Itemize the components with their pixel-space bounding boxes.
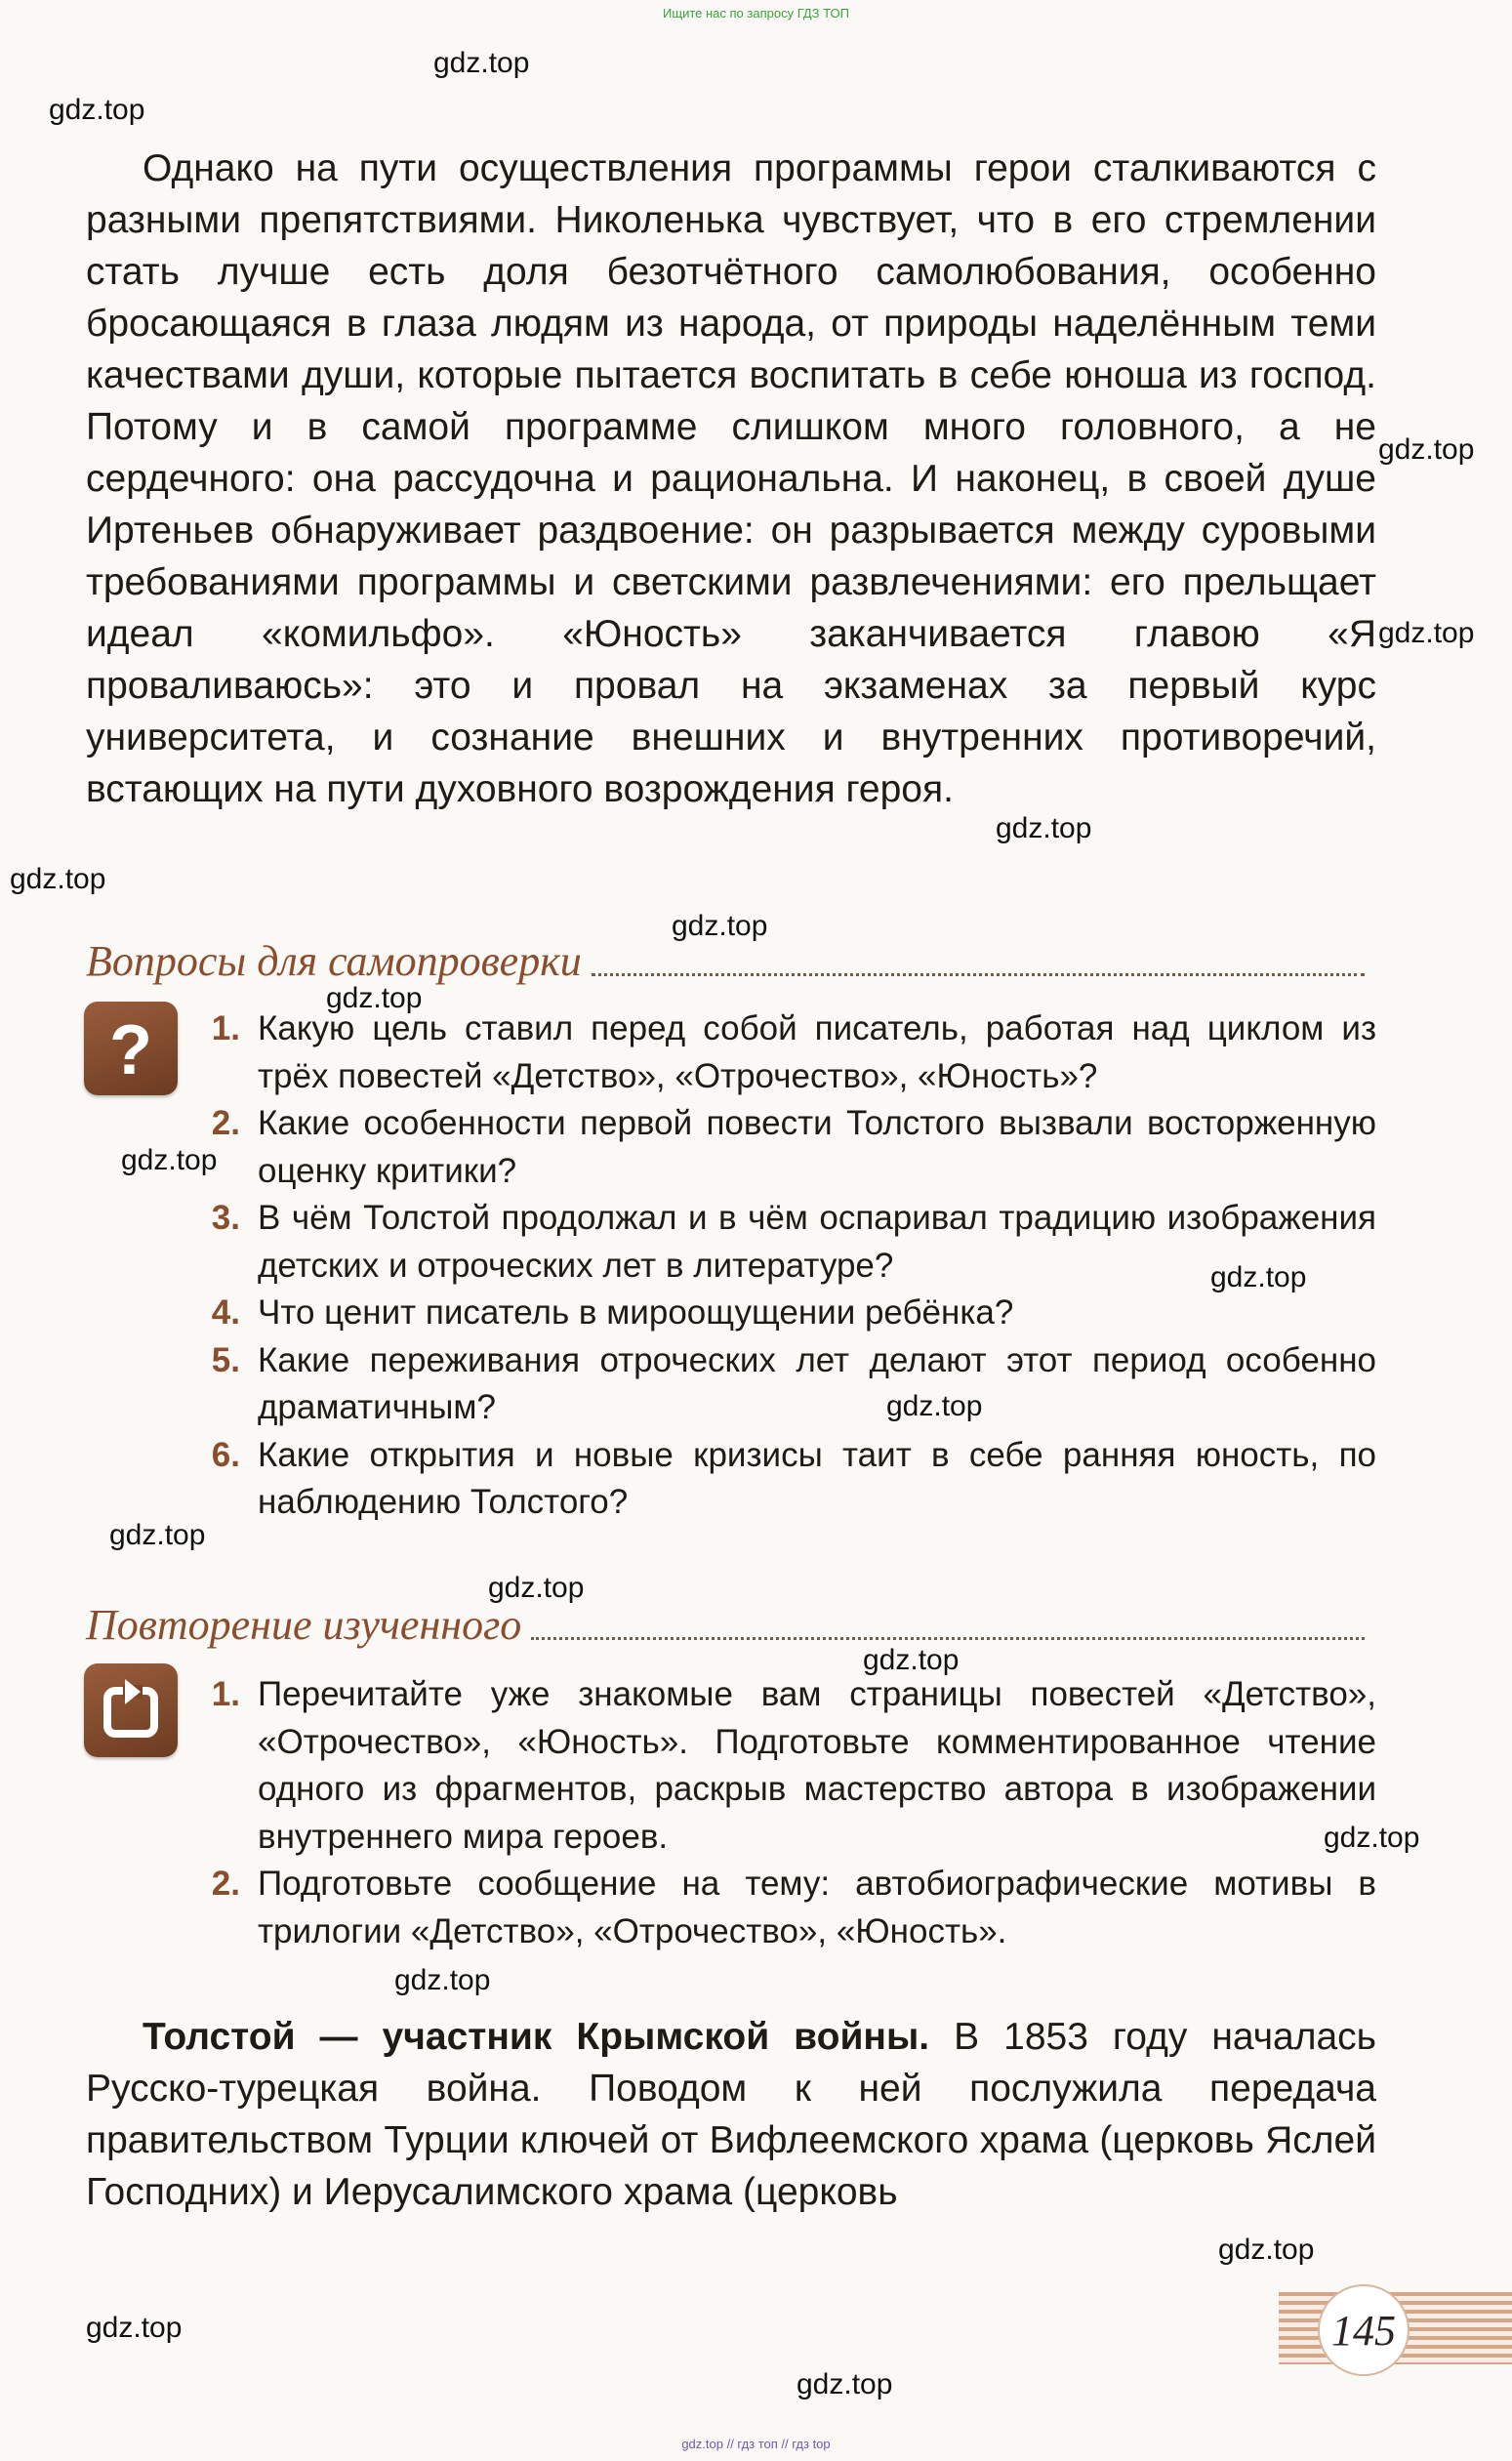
watermark: gdz.top [1218,2234,1315,2266]
review-tasks [195,1671,1376,1955]
page-number: 145 [1331,2306,1396,2355]
list-item [195,1100,1376,1195]
watermark: gdz.top [433,47,530,79]
review-heading [86,1591,1365,1650]
watermark: gdz.top [1324,1822,1420,1854]
review-title: Повторение изученного [86,1601,522,1649]
watermark: gdz.top [49,94,145,126]
crimean-war-paragraph [86,2011,1376,2218]
item-number: 5. [211,1340,240,1379]
item-number: 1. [211,1009,240,1047]
list-item [195,1861,1376,1955]
watermark: gdz.top [10,863,106,895]
item-number: 4. [211,1293,240,1332]
top-note: Ищите нас по запросу ГДЗ ТОП [663,6,849,21]
svg-text:?: ? [109,1011,152,1089]
item-number: 3. [211,1199,240,1237]
question-mark-icon [84,1002,178,1095]
list-item [195,1337,1376,1432]
list-item [195,1290,1376,1337]
repeat-arrows-icon [84,1663,178,1757]
item-number: 1. [211,1675,240,1713]
item-number: 2. [211,1104,240,1142]
list-item [195,1671,1376,1861]
dotted-rule [531,1637,1365,1640]
self-check-questions [195,1005,1376,1527]
item-number: 2. [211,1865,240,1903]
self-check-heading [86,927,1365,986]
watermark: gdz.top [672,910,768,942]
watermark: gdz.top [996,812,1092,844]
item-text: Какую цель ставил перед собой писатель, работая над циклом из трёх повестей «Детство», «Отрочество», «Юность»? [258,1009,1376,1095]
watermark: gdz.top [488,1572,585,1604]
bottom-note: gdz.top // гдз топ // гдз top [681,2437,831,2451]
watermark: gdz.top [886,1390,983,1422]
paragraph-heading: Толстой — участник Крымской войны. [143,2016,930,2058]
item-text: Подготовьте сообщение на тему: автобиографические мотивы в трилогии «Детство», «Отрочество», «Юность». [258,1865,1376,1950]
watermark: gdz.top [109,1519,206,1551]
watermark: gdz.top [86,2312,183,2344]
dotted-rule [592,973,1365,976]
watermark: gdz.top [1210,1261,1307,1293]
watermark: gdz.top [326,982,423,1014]
item-text: Что ценит писатель в мироощущении ребёнка? [258,1293,1014,1332]
page-number-badge [1318,2284,1410,2376]
watermark: gdz.top [121,1144,218,1176]
list-item [195,1432,1376,1527]
list-item [195,1195,1376,1290]
intro-paragraph [86,143,1376,815]
item-text: В чём Толстой продолжал и в чём оспаривал традицию изображения детских и отроческих лет в литературе? [258,1199,1376,1285]
item-text: Какие особенности первой повести Толстого вызвали восторженную оценку критики? [258,1104,1376,1190]
watermark: gdz.top [394,1964,491,1996]
intro-text: Однако на пути осуществления программы герои сталкиваются с разными препятствиями. Николенька чувствует, что в его стремлении стать лучше есть доля безотчётного самолюбования, особенно бросающаяся в глаза людям из народа, от природы наделённым теми качествами души, которые пытается воспитать в себе юноша из господ. Потому и в самой программе слишком много головного, а не сердечного: она рассудочна и рациональна. И наконец, в своей душе Иртеньев обнаруживает раздвоение: он разрывается между суровыми требованиями программы и светскими развлечениями: его прельщает идеал «комильфо». «Юность» заканчивается главою «Я проваливаюсь»: это и провал на экзаменах за первый курс университета, и сознание внешних и внутренних противоречий, встающих на пути духовного возрождения героя. [86,147,1376,810]
item-text: Какие переживания отроческих лет делают этот период особенно драматичным? [258,1340,1376,1426]
paragraph-text: В 1853 году началась Русско-турецкая война. Поводом к ней послужила передача правительством Турции ключей от Вифлеемского храма (церковь Яслей Господних) и Иерусалимского храма (церковь [86,2016,1376,2213]
item-text: Какие открытия и новые кризисы таит в себе ранняя юность, по наблюдению Толстого? [258,1435,1376,1521]
watermark: gdz.top [1378,617,1475,649]
page-number-tab [1279,2284,1512,2372]
item-text: Перечитайте уже знакомые вам страницы повестей «Детство», «Отрочество», «Юность». Подготовьте комментированное чтение одного из фрагментов, раскрыв мастерство автора в изображении внутреннего мира героев. [258,1675,1376,1856]
self-check-title: Вопросы для самопроверки [86,937,582,985]
watermark: gdz.top [797,2368,893,2400]
list-item [195,1005,1376,1100]
watermark: gdz.top [863,1644,960,1676]
watermark: gdz.top [1378,433,1475,466]
item-number: 6. [211,1435,240,1474]
